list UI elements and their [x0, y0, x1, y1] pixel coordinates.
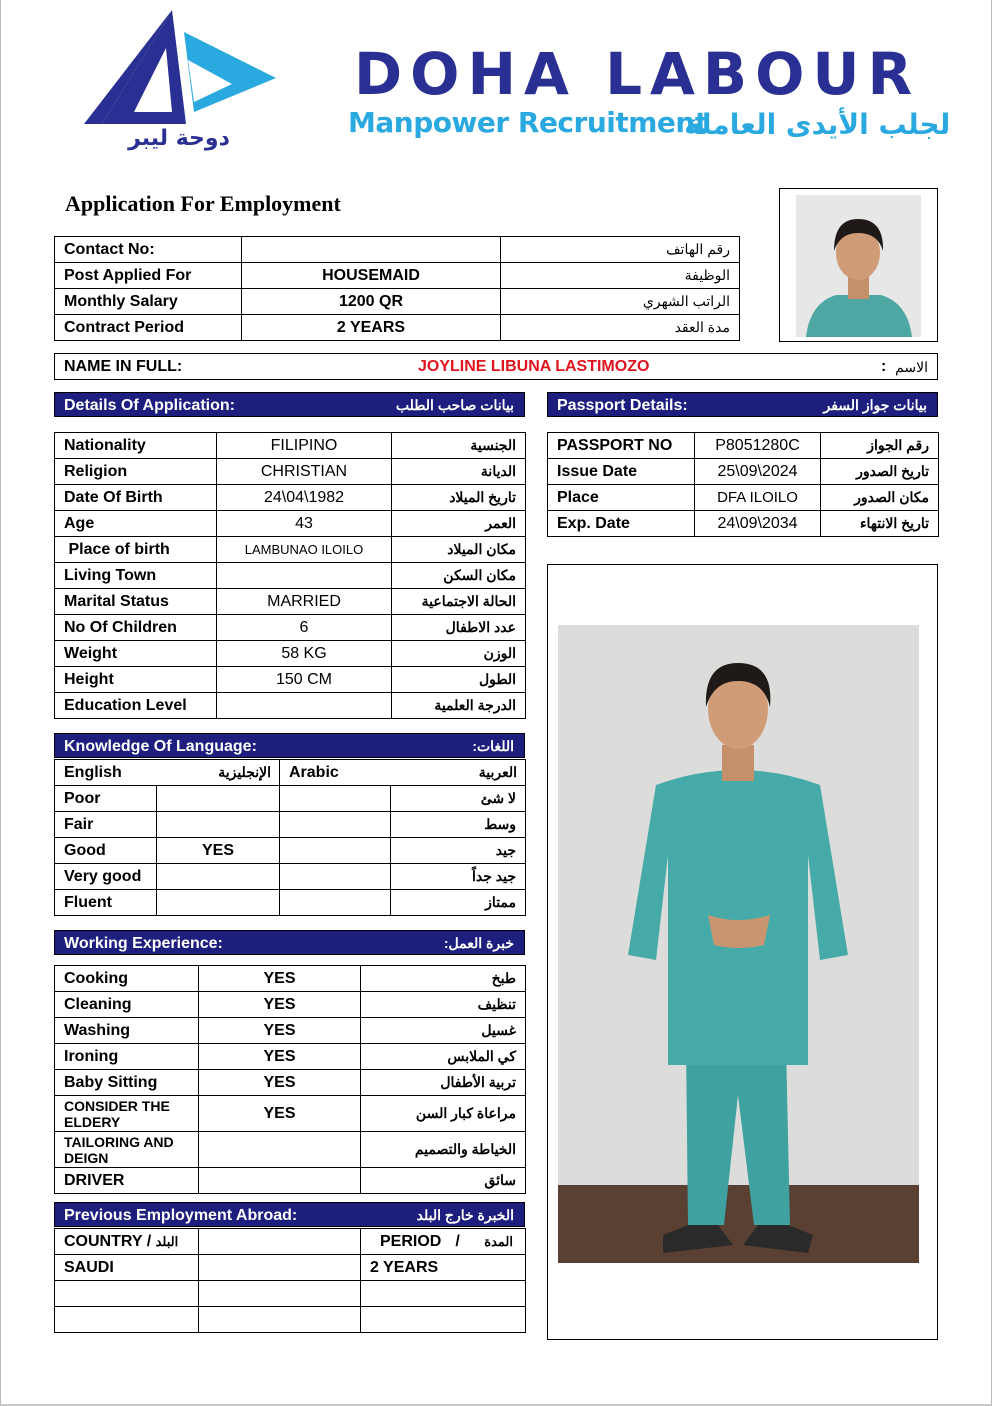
period-label-ar: المدة — [484, 1234, 513, 1249]
level-good: Good — [55, 838, 157, 864]
english-very-good — [157, 864, 280, 890]
living-town-label: Living Town — [55, 563, 217, 589]
table-row — [55, 263, 740, 289]
full-name-value: JOYLINE LIBUNA LASTIMOZO — [418, 358, 650, 375]
previous-period — [361, 1281, 526, 1307]
english-good: YES — [157, 838, 280, 864]
post-label: Post Applied For — [55, 263, 242, 289]
table-row — [55, 812, 526, 838]
passport-table — [547, 432, 939, 537]
age-value: 43 — [217, 511, 392, 537]
contract-value: 2 YEARS — [242, 315, 501, 341]
children-label: No Of Children — [55, 615, 217, 641]
passport-heading-ar: بيانات جواز السفر — [823, 397, 927, 413]
previous-country — [55, 1281, 199, 1307]
baby-sitting-label: Baby Sitting — [55, 1070, 199, 1096]
previous-period: 2 YEARS — [361, 1255, 526, 1281]
level-poor-ar: لا شئ — [391, 786, 526, 812]
country-label: COUNTRY — [64, 1232, 143, 1250]
table-row — [55, 589, 526, 615]
table-row — [55, 1229, 526, 1255]
language-heading-ar: اللغات: — [472, 738, 514, 754]
application-header — [54, 392, 525, 417]
table-row — [55, 289, 740, 315]
full-body-photo — [558, 625, 919, 1263]
previous-period — [361, 1307, 526, 1333]
cooking-value: YES — [199, 966, 361, 992]
level-fluent: Fluent — [55, 890, 157, 916]
full-name-label-ar: الاسم — [895, 359, 928, 375]
arabic-label-ar: العربية — [478, 764, 518, 780]
tailoring-label-ar: الخياطة والتصميم — [361, 1132, 526, 1168]
table-row — [55, 838, 526, 864]
baby-sitting-label-ar: تربية الأطفال — [361, 1070, 526, 1096]
driver-label-ar: سائق — [361, 1168, 526, 1194]
logo-arabic-text: دوحة ليبر — [128, 126, 230, 151]
driver-value — [199, 1168, 361, 1194]
children-label-ar: عدد الاطفال — [392, 615, 526, 641]
level-fluent-ar: ممتاز — [391, 890, 526, 916]
table-row — [55, 1281, 526, 1307]
exp-date-value: 24\09\2034 — [695, 511, 821, 537]
experience-header — [54, 930, 525, 955]
nationality-label: Nationality — [55, 433, 217, 459]
elderly-label-ar: مراعاة كبار السن — [361, 1096, 526, 1132]
empty-cell — [199, 1281, 361, 1307]
table-row — [55, 1255, 526, 1281]
contact-label-ar: رقم الهاتف — [501, 237, 740, 263]
passport-no-label: PASSPORT NO — [548, 433, 695, 459]
language-heading: Knowledge Of Language: — [64, 738, 257, 755]
english-label-ar: الإنجليزية — [218, 764, 271, 780]
age-label-ar: العمر — [392, 511, 526, 537]
table-row — [55, 1044, 526, 1070]
place-label-ar: مكان الصدور — [821, 485, 939, 511]
company-tagline-arabic: لجلب الأيدى العاملة — [684, 108, 951, 141]
application-heading-ar: بيانات صاحب الطلب — [395, 397, 514, 413]
table-row — [55, 1096, 526, 1132]
marital-value: MARRIED — [217, 589, 392, 615]
marital-label: Marital Status — [55, 589, 217, 615]
nationality-label-ar: الجنسية — [392, 433, 526, 459]
weight-value: 58 KG — [217, 641, 392, 667]
ironing-label: Ironing — [55, 1044, 199, 1070]
table-row — [55, 511, 526, 537]
salary-label: Monthly Salary — [55, 289, 242, 315]
table-row — [55, 864, 526, 890]
dob-value: 24\04\1982 — [217, 485, 392, 511]
table-row — [55, 786, 526, 812]
table-row — [55, 237, 740, 263]
tailoring-label: TAILORING AND DEIGN — [55, 1132, 199, 1168]
portrait-photo-frame — [779, 188, 938, 342]
arabic-header — [280, 760, 526, 786]
level-good-ar: جيد — [391, 838, 526, 864]
passport-header — [547, 392, 938, 417]
table-row — [55, 1070, 526, 1096]
post-value: HOUSEMAID — [242, 263, 501, 289]
english-poor — [157, 786, 280, 812]
washing-label: Washing — [55, 1018, 199, 1044]
elderly-label: CONSIDER THE ELDERY — [55, 1096, 199, 1132]
arabic-very-good — [280, 864, 391, 890]
table-row — [548, 485, 939, 511]
empty-cell — [199, 1307, 361, 1333]
children-value: 6 — [217, 615, 392, 641]
table-row — [548, 511, 939, 537]
education-value — [217, 693, 392, 719]
height-label: Height — [55, 667, 217, 693]
salary-value: 1200 QR — [242, 289, 501, 315]
document-title: Application For Employment — [65, 191, 341, 216]
previous-employment-header — [54, 1202, 525, 1227]
cooking-label: Cooking — [55, 966, 199, 992]
period-label: PERIOD — [380, 1232, 442, 1250]
weight-label-ar: الوزن — [392, 641, 526, 667]
salary-label-ar: الراتب الشهري — [501, 289, 740, 315]
previous-employment-table — [54, 1228, 526, 1333]
exp-date-label-ar: تاريخ الانتهاء — [821, 511, 939, 537]
living-town-value — [217, 563, 392, 589]
arabic-label: Arabic — [289, 763, 339, 781]
period-header — [361, 1229, 526, 1255]
religion-value: CHRISTIAN — [217, 459, 392, 485]
previous-heading: Previous Employment Abroad: — [64, 1207, 298, 1224]
experience-heading-ar: خبرة العمل: — [443, 935, 514, 951]
english-label: English — [64, 763, 122, 781]
passport-no-label-ar: رقم الجواز — [821, 433, 939, 459]
level-fair: Fair — [55, 812, 157, 838]
previous-country: SAUDI — [55, 1255, 199, 1281]
table-row — [55, 760, 526, 786]
table-row — [55, 315, 740, 341]
country-slash: / — [146, 1232, 152, 1250]
empty-cell — [199, 1255, 361, 1281]
contract-label: Contract Period — [55, 315, 242, 341]
empty-cell — [199, 1229, 361, 1255]
nationality-value: FILIPINO — [217, 433, 392, 459]
english-header — [55, 760, 280, 786]
table-row — [548, 459, 939, 485]
company-logo — [76, 8, 286, 130]
experience-table — [54, 965, 526, 1194]
language-table — [54, 759, 526, 916]
weight-label: Weight — [55, 641, 217, 667]
table-row — [55, 1168, 526, 1194]
table-row — [55, 1307, 526, 1333]
issue-date-value: 25\09\2024 — [695, 459, 821, 485]
period-slash: / — [455, 1232, 460, 1250]
place-label: Place — [548, 485, 695, 511]
passport-heading: Passport Details: — [557, 397, 688, 414]
experience-heading: Working Experience: — [64, 935, 223, 952]
birthplace-value: LAMBUNAO ILOILO — [217, 537, 392, 563]
arabic-fluent — [280, 890, 391, 916]
language-header — [54, 733, 525, 758]
level-fair-ar: وسط — [391, 812, 526, 838]
birthplace-label-ar: مكان الميلاد — [392, 537, 526, 563]
application-table — [54, 432, 526, 719]
level-poor: Poor — [55, 786, 157, 812]
cooking-label-ar: طبخ — [361, 966, 526, 992]
full-body-photo-frame — [547, 564, 938, 1340]
english-fluent — [157, 890, 280, 916]
contract-label-ar: مدة العقد — [501, 315, 740, 341]
birthplace-label: Place of birth — [55, 537, 217, 563]
arabic-poor — [280, 786, 391, 812]
cleaning-value: YES — [199, 992, 361, 1018]
table-row — [55, 615, 526, 641]
country-header — [55, 1229, 199, 1255]
full-name-colon: : — [881, 358, 887, 375]
religion-label-ar: الديانة — [392, 459, 526, 485]
dob-label-ar: تاريخ الميلاد — [392, 485, 526, 511]
table-row — [55, 1018, 526, 1044]
contact-value — [242, 237, 501, 263]
issue-date-label-ar: تاريخ الصدور — [821, 459, 939, 485]
table-row — [55, 693, 526, 719]
height-value: 150 CM — [217, 667, 392, 693]
religion-label: Religion — [55, 459, 217, 485]
age-label: Age — [55, 511, 217, 537]
arabic-fair — [280, 812, 391, 838]
ironing-label-ar: كي الملابس — [361, 1044, 526, 1070]
previous-country — [55, 1307, 199, 1333]
driver-label: DRIVER — [55, 1168, 199, 1194]
table-row — [55, 641, 526, 667]
living-town-label-ar: مكان السكن — [392, 563, 526, 589]
passport-no-value: P8051280C — [695, 433, 821, 459]
dob-label: Date Of Birth — [55, 485, 217, 511]
baby-sitting-value: YES — [199, 1070, 361, 1096]
level-very-good-ar: جيد جداً — [391, 864, 526, 890]
table-row — [548, 433, 939, 459]
cleaning-label: Cleaning — [55, 992, 199, 1018]
company-name: DOHA LABOUR — [354, 40, 921, 108]
company-tagline: Manpower Recruitment — [348, 106, 708, 139]
table-row — [55, 1132, 526, 1168]
table-row — [55, 459, 526, 485]
issue-date-label: Issue Date — [548, 459, 695, 485]
application-heading: Details Of Application: — [64, 397, 235, 414]
education-label: Education Level — [55, 693, 217, 719]
arabic-good — [280, 838, 391, 864]
exp-date-label: Exp. Date — [548, 511, 695, 537]
place-value: DFA ILOILO — [695, 485, 821, 511]
table-row — [55, 433, 526, 459]
level-very-good: Very good — [55, 864, 157, 890]
washing-value: YES — [199, 1018, 361, 1044]
education-label-ar: الدرجة العلمية — [392, 693, 526, 719]
table-row — [55, 890, 526, 916]
height-label-ar: الطول — [392, 667, 526, 693]
tailoring-value — [199, 1132, 361, 1168]
table-row — [55, 992, 526, 1018]
table-row — [55, 966, 526, 992]
portrait-photo — [796, 195, 921, 337]
cleaning-label-ar: تنظيف — [361, 992, 526, 1018]
full-name-label: NAME IN FULL: — [64, 358, 183, 375]
table-row — [55, 667, 526, 693]
marital-label-ar: الحالة الاجتماعية — [392, 589, 526, 615]
table-row — [55, 537, 526, 563]
table-row — [55, 563, 526, 589]
english-fair — [157, 812, 280, 838]
previous-heading-ar: الخبرة خارج البلد — [416, 1207, 514, 1223]
contact-label: Contact No: — [55, 237, 242, 263]
ironing-value: YES — [199, 1044, 361, 1070]
country-label-ar: البلد — [155, 1233, 179, 1249]
contact-table — [54, 236, 740, 341]
washing-label-ar: غسيل — [361, 1018, 526, 1044]
elderly-value: YES — [199, 1096, 361, 1132]
post-label-ar: الوظيفة — [501, 263, 740, 289]
table-row — [55, 485, 526, 511]
full-name-row — [54, 353, 938, 380]
